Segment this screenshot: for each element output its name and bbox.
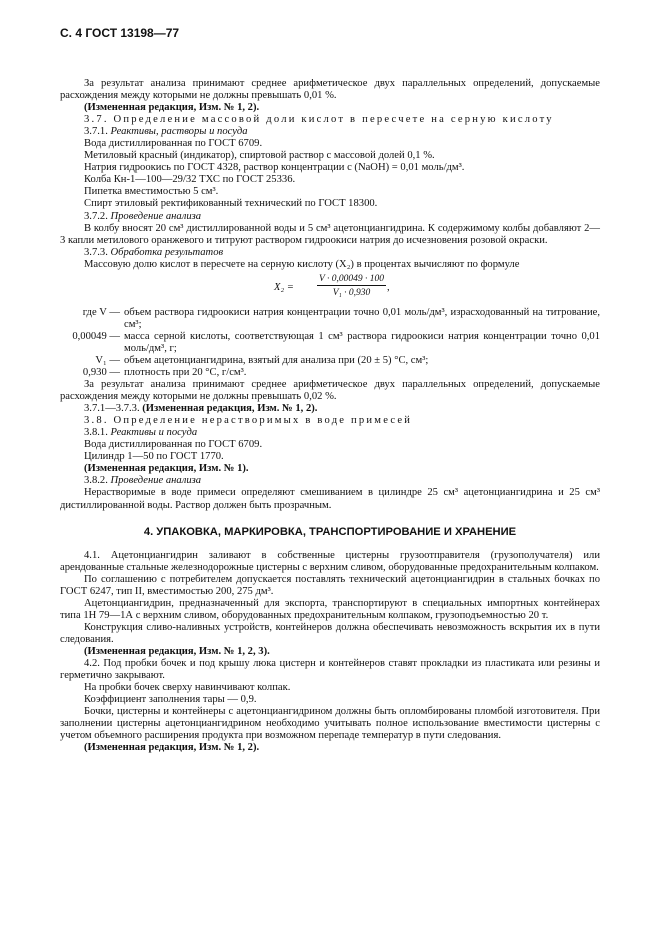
reagent-item: Вода дистиллированная по ГОСТ 6709. [84,138,263,150]
where-term: где V — [82,306,120,318]
subsection-number: 3.7.1. [84,126,111,138]
page-header: С. 4 ГОСТ 13198—77 [60,26,180,40]
document-body [60,78,600,754]
reagent-item: Пипетка вместимостью 5 см³. [84,186,219,198]
formula-intro: Массовую долю кислот в пересчете на серную кислоту (X₂) в процентах вычисляют по формуле [84,258,520,270]
revision-note-5: (Измененная редакция, Изм. № 1, 2). [84,742,260,754]
where-item [60,367,600,379]
subsection-3-7-1 [60,126,600,138]
subsection-number: 3.7.2. [84,210,111,222]
section-4-title: 4. УПАКОВКА, МАРКИРОВКА, ТРАНСПОРТИРОВАНИЕ И ХРАНЕНИЕ [143,525,517,538]
reagent-item: Цилиндр 1—50 по ГОСТ 1770. [84,451,224,463]
where-item [60,331,600,355]
where-item [60,307,600,331]
packaging-paragraph: Коэффициент заполнения тары — 0,9. [84,694,257,706]
where-list [60,307,600,379]
subsection-title: Обработка результатов [110,246,224,258]
reagent-item: Колба Кн-1—100—29/32 ТХС по ГОСТ 25336. [84,174,296,186]
formula-fraction [317,273,386,299]
reagent-item: Вода дистиллированная по ГОСТ 6709. [84,439,263,451]
where-desc: объем ацетонциангидрина, взятый для анализа при (20 ± 5) °С, см³; [124,354,429,366]
where-term: V₁ — [95,354,120,366]
result-paragraph-1: За результат анализа принимают среднее арифметическое двух параллельных определений, допускаемые расхождения между которыми не должны превышать 0,01 %. [60,78,600,102]
packaging-paragraph: По соглашению с потребителем допускается поставлять технический ацетонциангидрин в стальных бочках по ГОСТ 6247, тип II, вместимостью 200, 275 дм³. [60,573,600,597]
formula-lhs: X₂ = [274,281,294,293]
analysis-paragraph: В колбу вносят 20 см³ дистиллированной воды и 5 см³ ацетонциангидрина. К содержимому колбы добавляют 2—3 капли метилового оранжевого и титруют раствором гидроокиси натрия до исчезновения розовой окраски. [60,222,600,246]
where-item [60,355,600,367]
subsection-title: Реактивы и посуда [110,427,198,439]
revision-note-3: (Измененная редакция, Изм. № 1). [84,463,249,475]
revision-text: (Измененная редакция, Изм. № 1, 2). [142,403,318,415]
revision-note-1: (Измененная редакция, Изм. № 1, 2). [84,102,260,114]
where-desc: плотность при 20 °С, г/см³. [124,366,247,378]
subsection-3-8-1 [60,427,600,439]
formula-numerator: V · 0,00049 · 100 [317,273,386,286]
subsection-title: Проведение анализа [110,210,202,222]
subsection-3-8-2 [60,475,600,487]
revision-note-2 [60,403,600,415]
packaging-paragraph: 4.1. Ацетонциангидрин заливают в собственные цистерны грузоотправителя (грузополучателя) или арендованные стальные железнодорожные цистерны с верхним сливом, оборудованные предохранительным колпаком. [60,549,600,573]
subsection-3-7-2 [60,211,600,223]
reagent-item: Спирт этиловый ректификованный технический по ГОСТ 18300. [84,198,378,210]
formula-comma: , [387,281,390,293]
packaging-paragraph: Ацетонциангидрин, предназначенный для экспорта, транспортируют в специальных импортных контейнерах типа 1Н 79—1А с верхним сливом, оборудованных предохранительным колпаком, грузоподъемностью 20 т. [60,597,600,621]
formula [60,273,600,303]
subsection-title: Проведение анализа [110,475,202,487]
insoluble-paragraph: Нерастворимые в воде примеси определяют смешиванием в цилиндре 25 см³ ацетонциангидрина и 25 см³ дистиллированной воды. Раствор должен быть прозрачным. [60,487,600,511]
formula-denominator: V₁ · 0,930 [332,287,371,298]
subsection-number: 3.7.3. [84,246,111,258]
subsection-3-7-3 [60,247,600,259]
section-3-7-title: 3.7. Определение массовой доли кислот в пересчете на серную кислоту [84,114,554,126]
where-desc: масса серной кислоты, соответствующая 1 см³ раствора гидроокиси натрия концентрации точно 0,01 моль/дм³, г; [124,330,600,354]
subsection-title: Реактивы, растворы и посуда [110,126,248,138]
where-term: 0,930 — [82,366,120,378]
revision-range: 3.7.1—3.7.3. [84,403,143,415]
reagent-item: Натрия гидроокись по ГОСТ 4328, раствор концентрации c (NaOH) = 0,01 моль/дм³. [84,162,465,174]
result-paragraph-2: За результат анализа принимают среднее арифметическое двух параллельных определений, допускаемые расхождения между которыми не должны превышать 0,02 %. [60,379,600,403]
where-desc: объем раствора гидроокиси натрия концентрации точно 0,01 моль/дм³, израсходованный на титрование, см³; [124,306,600,330]
packaging-paragraph: Бочки, цистерны и контейнеры с ацетонциангидрином должны быть опломбированы пломбой изготовителя. При заполнении цистерны ацетонциангидрином необходимо учитывать полное использование вместимости цистерны с учетом объемного расширения продукта при возможном перепаде температур в пути следования. [60,706,600,742]
section-3-8-title: 3.8. Определение нерастворимых в воде примесей [84,415,413,427]
subsection-number: 3.8.1. [84,427,111,439]
packaging-paragraph: Конструкция сливо-наливных устройств, контейнеров должна обеспечивать невозможность вскрытия их в пути следования. [60,621,600,645]
revision-note-4: (Измененная редакция, Изм. № 1, 2, 3). [84,645,270,657]
packaging-paragraph: На пробки бочек сверху навинчивают колпак. [84,682,291,694]
where-term: 0,00049 — [72,330,120,342]
reagent-item: Метиловый красный (индикатор), спиртовой раствор с массовой долей 0,1 %. [84,150,435,162]
packaging-paragraph: 4.2. Под пробки бочек и под крышу люка цистерн и контейнеров ставят прокладки из пластиката или резины и герметично закрывают. [60,658,600,682]
subsection-number: 3.8.2. [84,475,111,487]
